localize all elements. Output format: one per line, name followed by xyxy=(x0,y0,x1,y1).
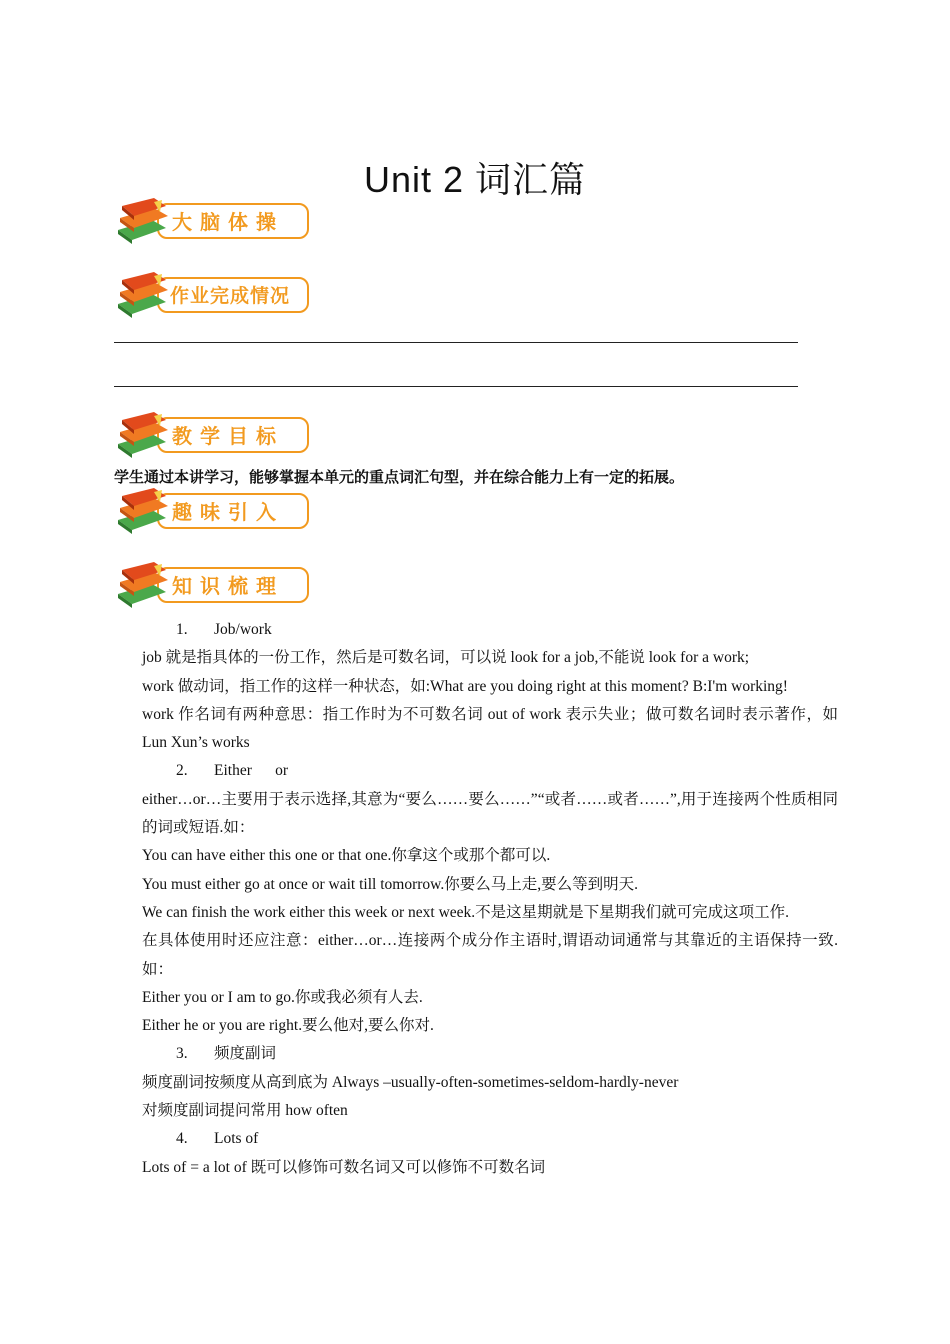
banner-label: 知识梳理 xyxy=(172,574,284,598)
banner-label: 趣味引入 xyxy=(172,500,284,524)
page-title: Unit 2 词汇篇 xyxy=(363,159,587,200)
item-heading-4: 4. Lots of xyxy=(176,1130,259,1148)
paragraph: work 做动词，指工作的这样一种状态，如:What are you doing right at this moment? B:I'm working! xyxy=(142,677,788,695)
item-heading-2: 2. Either or xyxy=(176,762,289,780)
paragraph: 频度副词按频度从高到底为 Always –usually-often-sometimes-seldom-hardly-never xyxy=(142,1073,679,1091)
banner-homework xyxy=(114,272,314,322)
paragraph: work 作名词有两种意思：指工作时为不可数名词 out of work 表示失业；做可数名词时表示著作，如 Lun Xun’s works xyxy=(142,705,838,752)
item-heading-3: 3. 频度副词 xyxy=(176,1045,277,1063)
example-sentence: You can have either this one or that one.你拿这个或那个都可以. xyxy=(142,847,551,865)
item-heading-1: 1. Job/work xyxy=(176,621,272,638)
banner-intro xyxy=(114,488,314,538)
banner-label: 作业完成情况 xyxy=(170,285,291,307)
paragraph: 在具体使用时还应注意：either…or…连接两个成分作主语时,谓语动词通常与其靠近的主语保持一致.如： xyxy=(142,932,838,978)
answer-line xyxy=(114,386,798,387)
banner-brain-exercise xyxy=(114,198,314,248)
goal-text: 学生通过本讲学习，能够掌握本单元的重点词汇句型，并在综合能力上有一定的拓展。 xyxy=(114,468,685,486)
paragraph: 对频度副词提问常用 how often xyxy=(142,1102,348,1120)
answer-line xyxy=(114,342,798,343)
example-sentence: Either you or I am to go.你或我必须有人去. xyxy=(142,988,423,1006)
banner-label: 大脑体操 xyxy=(172,210,284,234)
paragraph: job 就是指具体的一份工作，然后是可数名词，可以说 look for a job,不能说 look for a work; xyxy=(142,649,750,667)
banner-goals xyxy=(114,412,314,462)
example-sentence: You must either go at once or wait till tomorrow.你要么马上走,要么等到明天. xyxy=(142,875,638,893)
example-sentence: Either he or you are right.要么他对,要么你对. xyxy=(142,1017,434,1035)
banner-knowledge xyxy=(114,562,314,612)
paragraph: Lots of = a lot of 既可以修饰可数名词又可以修饰不可数名词 xyxy=(142,1158,546,1176)
banner-label: 教学目标 xyxy=(172,424,284,448)
example-sentence: We can finish the work either this week or next week.不是这星期就是下星期我们就可完成这项工作. xyxy=(142,903,790,921)
paragraph: either…or…主要用于表示选择,其意为“要么……要么……”“或者……或者……”,用于连接两个性质相同的词或短语.如： xyxy=(142,790,838,837)
knowledge-content xyxy=(142,616,838,1182)
